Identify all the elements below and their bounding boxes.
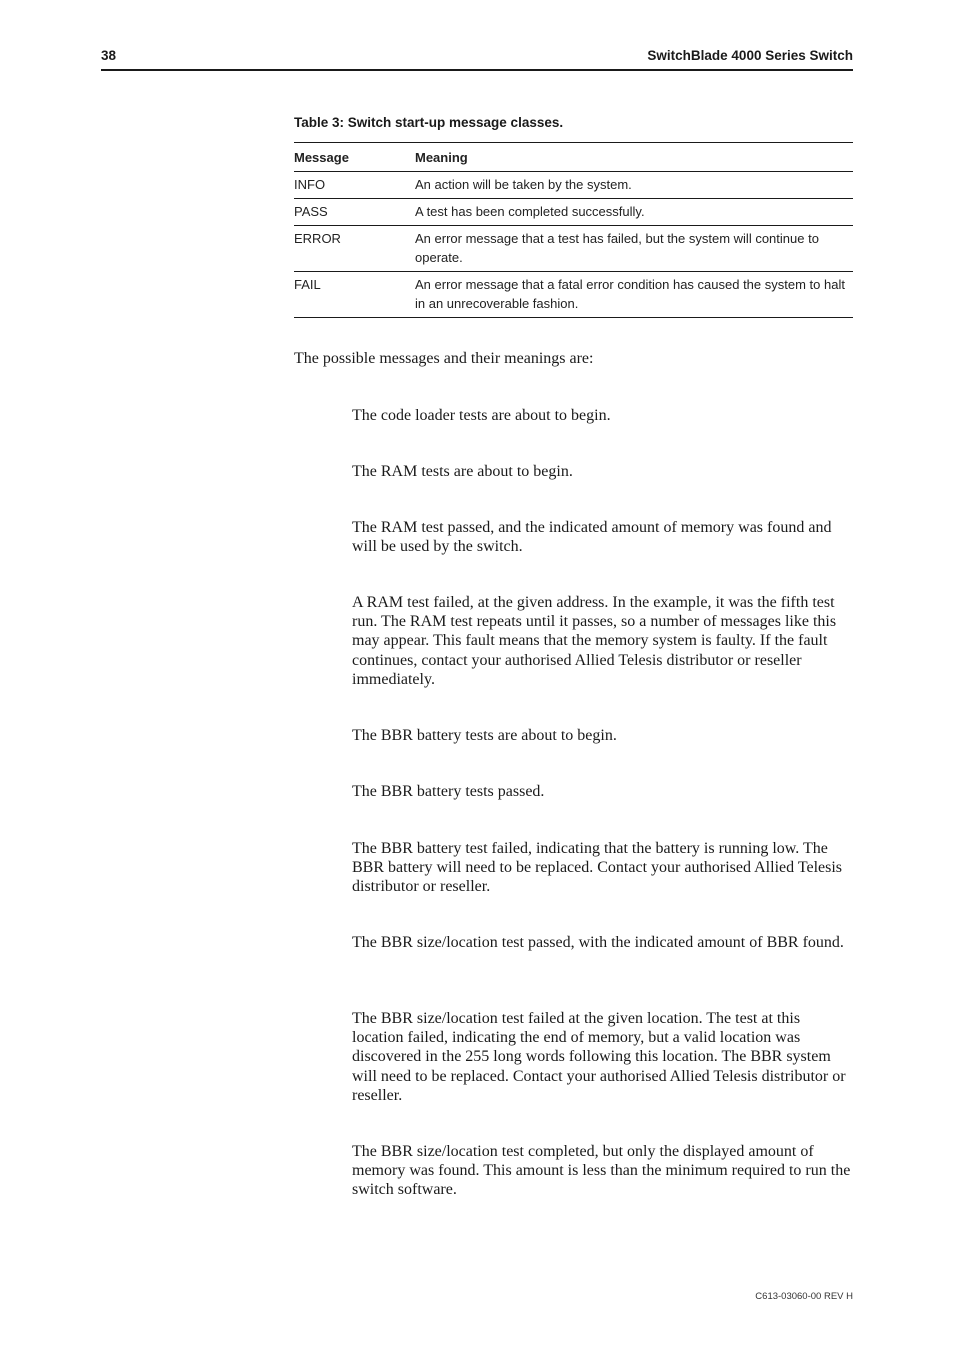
message-classes-table [294, 142, 853, 318]
description-paragraph: A RAM test failed, at the given address. In the example, it was the fifth test run. The RAM test repeats until it passes, so a number of messages like this may appear. This fault means that the memory system is faulty. If the fault continues, contact your authorised Allied Telesis distributor or reseller immediately. [352, 594, 837, 688]
description-paragraph: The BBR size/location test completed, but only the displayed amount of memory was found. This amount is less than the minimum required to run the switch software. [352, 1143, 851, 1199]
description-paragraph: The BBR size/location test failed at the given location. The test at this location failed, indicating the end of memory, but a valid location was discovered in the 255 long words following this location. The BBR system will need to be replaced. Contact your authorised Allied Telesis distributor or reseller. [352, 1010, 846, 1104]
meaning-cell: An error message that a test has failed, but the system will continue to operate. [415, 231, 819, 265]
document-code: C613-03060-00 REV H [755, 1291, 853, 1302]
message-cell: ERROR [294, 231, 341, 246]
table-row [294, 272, 853, 318]
description-paragraph: The code loader tests are about to begin. [352, 407, 611, 424]
description-paragraph: The BBR battery test failed, indicating that the battery is running low. The BBR battery will need to be replaced. Contact your authorised Allied Telesis distributor or reseller. [352, 840, 843, 896]
meaning-cell: A test has been completed successfully. [415, 204, 645, 219]
column-header-message: Message [294, 150, 349, 165]
description-paragraph: The RAM tests are about to begin. [352, 463, 573, 480]
page-header [101, 48, 853, 71]
description-paragraph: The BBR size/location test passed, with the indicated amount of BBR found. [352, 934, 844, 951]
table-caption: Table 3: Switch start-up message classes. [294, 115, 564, 130]
message-cell: PASS [294, 204, 328, 219]
intro-paragraph: The possible messages and their meanings are: [294, 350, 594, 367]
meaning-cell: An error message that a fatal error condition has caused the system to halt in an unrecoverable fashion. [415, 277, 845, 311]
table-row [294, 226, 853, 272]
message-cell: FAIL [294, 277, 321, 292]
table-header-row [294, 143, 853, 172]
description-paragraph: The RAM test passed, and the indicated amount of memory was found and will be used by the switch. [352, 519, 832, 556]
table-row [294, 172, 853, 199]
table-row [294, 199, 853, 226]
document-title: SwitchBlade 4000 Series Switch [647, 48, 853, 63]
page-number: 38 [101, 48, 117, 63]
meaning-cell: An action will be taken by the system. [415, 177, 632, 192]
message-cell: INFO [294, 177, 326, 192]
column-header-meaning: Meaning [415, 150, 468, 165]
description-paragraph: The BBR battery tests are about to begin. [352, 727, 617, 744]
description-paragraph: The BBR battery tests passed. [352, 783, 545, 800]
